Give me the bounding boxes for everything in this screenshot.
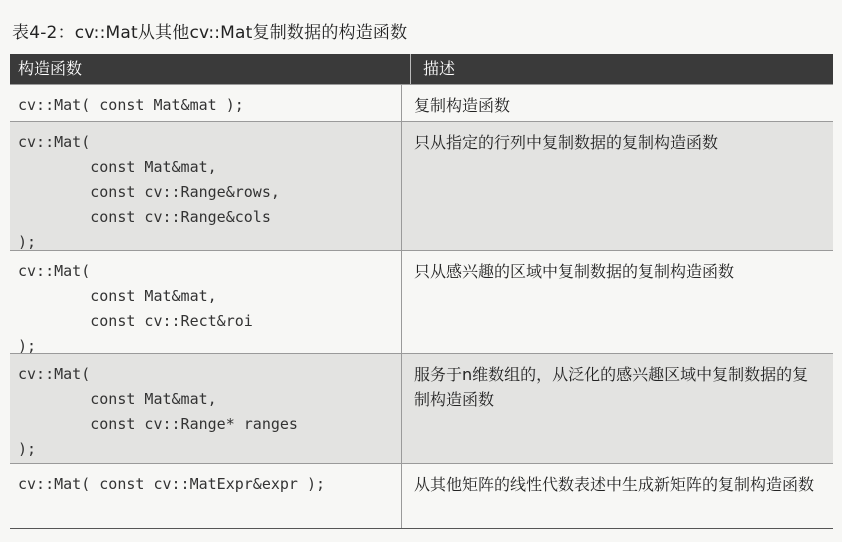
table-row	[10, 353, 833, 463]
constructor-description: 只从感兴趣的区域中复制数据的复制构造函数	[414, 262, 735, 281]
header-constructor: 构造函数	[10, 54, 411, 84]
constructor-description: 从其他矩阵的线性代数表述中生成新矩阵的复制构造函数	[414, 475, 815, 494]
table-row	[10, 121, 833, 250]
constructor-description: 只从指定的行列中复制数据的复制构造函数	[414, 133, 719, 152]
constructor-code: cv::Mat( const cv::MatExpr&expr );	[10, 464, 402, 528]
constructor-code: cv::Mat( const Mat&mat, const cv::Range* ranges );	[10, 354, 402, 463]
constructor-code: cv::Mat( const Mat&mat, const cv::Range&rows, const cv::Range&cols );	[10, 122, 402, 250]
constructor-table	[10, 54, 833, 529]
constructor-code: cv::Mat( const Mat&mat, const cv::Rect&roi );	[10, 251, 402, 353]
table-row	[10, 84, 833, 121]
constructor-description: 服务于n维数组的，从泛化的感兴趣区域中复制数据的复制构造函数	[414, 365, 809, 409]
header-description: 描述	[423, 59, 456, 78]
table-caption: 表4-2：cv::Mat从其他cv::Mat复制数据的构造函数	[12, 23, 408, 43]
constructor-description: 复制构造函数	[414, 96, 511, 115]
table-header	[10, 54, 833, 84]
constructor-code: cv::Mat( const Mat&mat );	[10, 85, 402, 121]
table-row	[10, 463, 833, 528]
table-row	[10, 250, 833, 353]
